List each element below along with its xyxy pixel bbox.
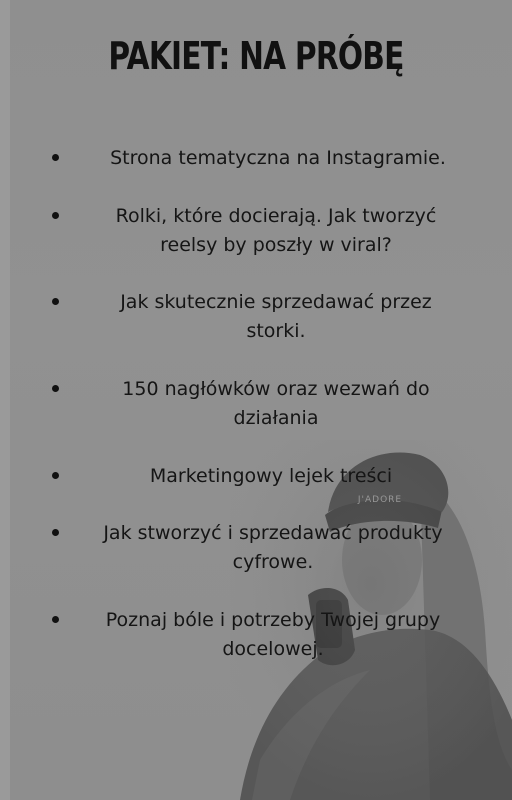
bullet-icon [52,298,59,305]
left-edge-strip [0,0,10,800]
bullet-icon [52,385,59,392]
list-item-text: 150 nagłówków oraz wezwań do działania [122,378,430,429]
bullet-icon [52,616,59,623]
bullet-icon [52,212,59,219]
list-item-text: Jak skutecznie sprzedawać przez storki. [120,291,432,342]
bullet-icon [52,472,59,479]
list-item-text: Strona tematyczna na Instagramie. [110,147,446,169]
bullet-icon [52,529,59,536]
page-title: PAKIET: NA PRÓBĘ [108,34,404,78]
list-item-text: Jak stworzyć i sprzedawać produkty cyfrowe. [103,522,443,573]
list-item-text: Marketingowy lejek treści [149,465,393,487]
list-item-text: Poznaj bóle i potrzeby Twojej grupy docelowej. [105,609,441,660]
bullet-icon [52,154,59,161]
cap-logo-text: J'ADORE [357,495,403,505]
list-item-text: Rolki, które docierają. Jak tworzyć reelsy by poszły w viral? [115,205,437,256]
